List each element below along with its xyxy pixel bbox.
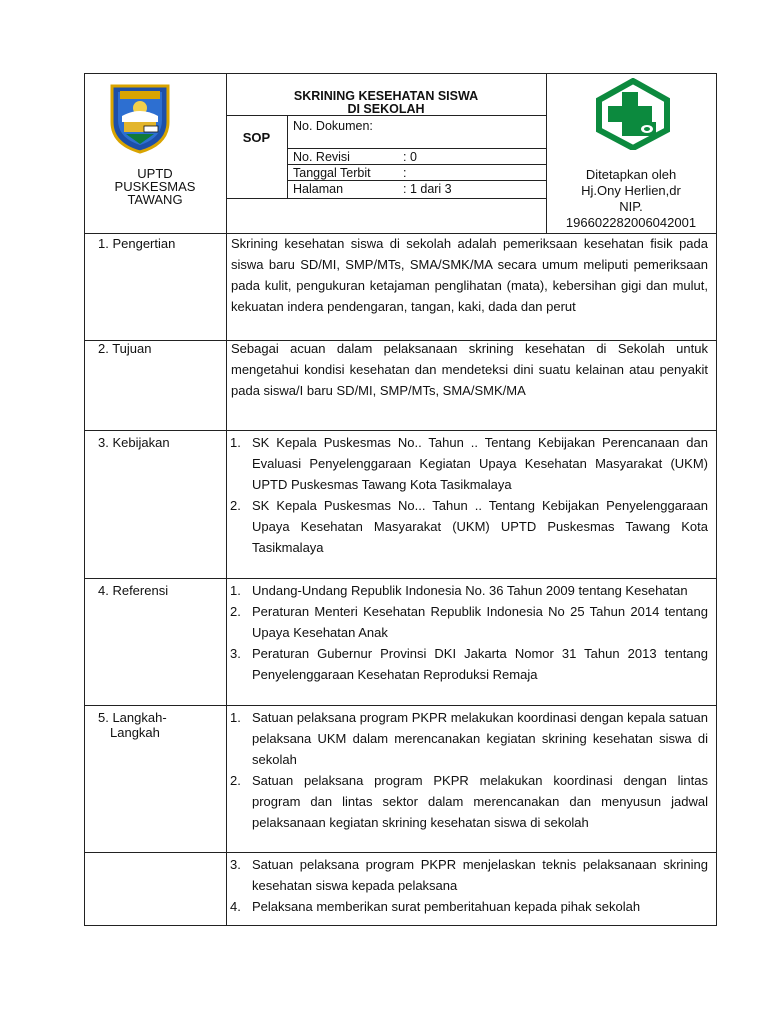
no-revisi-value: : 0 [403, 150, 417, 164]
row-label-referensi: 4. Referensi [98, 583, 169, 598]
table-border-bottom [84, 925, 717, 926]
row-divider-3 [84, 578, 717, 579]
list-item: 2. SK Kepala Puskesmas No... Tahun .. Tentang Kebijakan Penyelenggaraan Upaya Kesehatan Masyarakat (UKM) UPTD Puskesmas Tawang Kota Tasikmalaya [230, 498, 708, 555]
list-item: 1. Satuan pelaksana program PKPR melakukan koordinasi dengan kepala satuan pelaksana UKM dalam merencanakan kegiatan skrining kesehatan siswa di sekolah [230, 710, 709, 767]
official-name: Hj.Ony Herlien,dr [581, 183, 681, 198]
sop-label: SOP [242, 130, 271, 145]
header-divider-left [226, 73, 227, 926]
city-crest-logo [106, 82, 174, 154]
halaman-value: : 1 dari 3 [403, 182, 452, 196]
org-name-line2: PUSKESMAS [114, 179, 196, 194]
org-name-line3: TAWANG [127, 192, 183, 207]
no-revisi-label: No. Revisi [293, 150, 350, 164]
document-title-line1: SKRINING KESEHATAN SISWA [293, 89, 479, 103]
row-label-kebijakan: 3. Kebijakan [98, 435, 170, 450]
header-halaman-bottom [226, 198, 546, 199]
row-label-langkah-line1: 5. Langkah- [98, 710, 167, 725]
list-item: 2. Satuan pelaksana program PKPR melakukan koordinasi dengan lintas program dan lintas sektor dalam merencanakan dan menyusun jadwal pelaksanaan kegiatan skrining kesehatan siswa di sekolah [230, 773, 708, 830]
row-divider-2 [84, 430, 717, 431]
list-item: 3. Peraturan Gubernur Provinsi DKI Jakarta Nomor 31 Tahun 2013 tentang Penyelenggaraan Kesehatan Reproduksi Remaja [230, 646, 708, 682]
pengertian-text: Skrining kesehatan siswa di sekolah adalah pemeriksaan kesehatan fisik pada siswa baru SD/MI, SMP/MTs, SMA/SMK/MA secara umum meliputi pemeriksaan pada kulit, pengukuran ketajaman penglihatan (mata), kebersihan gigi dan mulut, kekuatan indera pendengaran, tangan, kaki, dada dan perut [231, 236, 708, 314]
document-title-line2: DI SEKOLAH [347, 102, 425, 116]
ditetapkan-oleh: Ditetapkan oleh [585, 167, 677, 182]
halaman-label: Halaman [293, 182, 344, 196]
langkah-cont-list [228, 854, 708, 917]
tujuan-text: Sebagai acuan dalam pelaksanaan skrining kesehatan di Sekolah untuk mengetahui kondisi kesehatan dan mendeteksi dini suatu kelainan atau penyakit pada siswa/I baru SD/MI, SMP/MTs, SMA/SMK/MA [231, 341, 708, 398]
row-label-langkah-line2: Langkah [110, 725, 160, 740]
list-item: 3. Satuan pelaksana program PKPR menjelaskan teknis pelaksanaan skrining kesehatan siswa kepada pelaksana [230, 857, 708, 893]
referensi-list [228, 580, 708, 685]
header-divider-sop [287, 115, 288, 199]
tanggal-terbit-value: : [403, 166, 407, 180]
list-item: 1. SK Kepala Puskesmas No.. Tahun .. Tentang Kebijakan Perencanaan dan Evaluasi Penyelenggaraan Kegiatan Upaya Kesehatan Masyarakat (UKM) UPTD Puskesmas Tawang Kota Tasikmalaya [230, 435, 708, 492]
kebijakan-list [228, 432, 708, 558]
row-divider-4 [84, 705, 717, 706]
row-divider-5 [84, 852, 717, 853]
nip-value: 196602282006042001 [565, 215, 697, 230]
no-dokumen-label: No. Dokumen: [293, 119, 373, 133]
nip-label: NIP. [619, 199, 643, 214]
table-border-top [84, 73, 717, 74]
list-item: 4. Pelaksana memberikan surat pemberitahuan kepada pihak sekolah [230, 899, 641, 914]
org-name-line1: UPTD [137, 166, 173, 181]
langkah-list [228, 707, 708, 833]
list-item: 1. Undang-Undang Republik Indonesia No. 36 Tahun 2009 tentang Kesehatan [230, 583, 688, 598]
puskesmas-logo [593, 78, 673, 150]
tanggal-terbit-label: Tanggal Terbit [293, 166, 371, 180]
row-label-pengertian: 1. Pengertian [98, 236, 176, 251]
row-label-tujuan: 2. Tujuan [98, 341, 152, 356]
table-border-right [716, 73, 717, 926]
list-item: 2. Peraturan Menteri Kesehatan Republik Indonesia No 25 Tahun 2014 tentang Upaya Kesehatan Anak [230, 604, 708, 640]
